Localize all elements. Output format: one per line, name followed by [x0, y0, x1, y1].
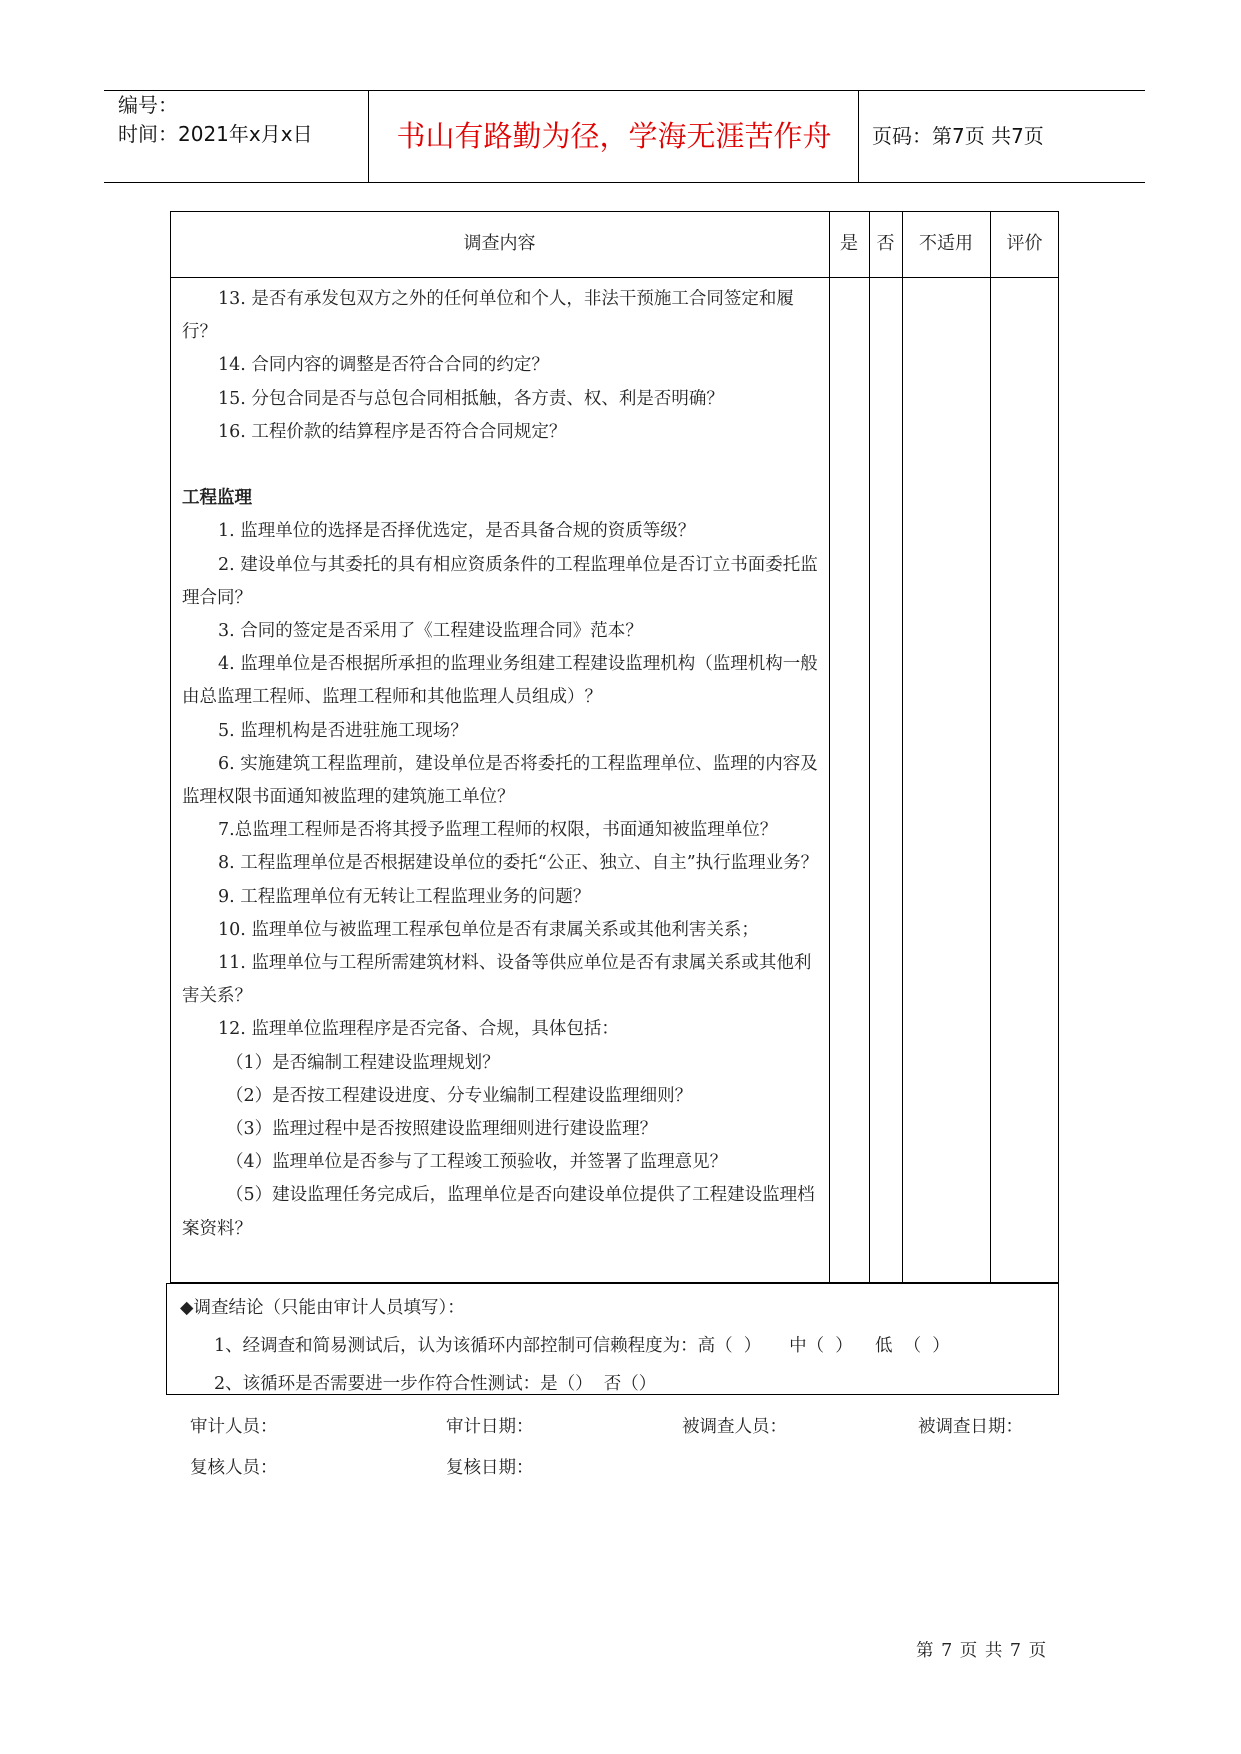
header-divider-left	[368, 90, 369, 182]
supervision-item: 3. 合同的签定是否采用了《工程建设监理合同》范本？	[218, 621, 643, 642]
table-header-rule	[170, 277, 1059, 278]
header-top-rule	[104, 90, 1145, 91]
contract-item: 15. 分包合同是否与总包合同相抵触，各方责、权、利是否明确？	[218, 388, 724, 409]
survey-date-label: 被调查日期：	[918, 1417, 1023, 1437]
sub-item: （4）监理单位是否参与了工程竣工预验收，并签署了监理意见？	[226, 1152, 728, 1173]
supervision-item: 8. 工程监理单位是否根据建设单位的委托“公正、独立、自主”执行监理业务？	[218, 853, 819, 874]
contract-item: 13. 是否有承发包双方之外的任何单位和个人，非法干预施工合同签定和履行？	[182, 289, 794, 343]
reviewer-label: 复核人员：	[190, 1458, 278, 1478]
sub-item: （2）是否按工程建设进度、分专业编制工程建设监理细则？	[226, 1085, 693, 1106]
supervision-item: 7.总监理工程师是否将其授予监理工程师的权限，书面通知被监理单位？	[218, 820, 778, 841]
column-header-evaluation: 评价	[1006, 233, 1043, 254]
column-header-no: 否	[876, 233, 895, 254]
header-bottom-rule	[104, 182, 1145, 183]
header-divider-right	[858, 90, 859, 182]
auditor-label: 审计人员：	[190, 1417, 278, 1437]
supervision-item: 11. 监理单位与工程所需建筑材料、设备等供应单位是否有隶属关系或其他利害关系？	[182, 953, 812, 1007]
supervision-item: 5. 监理机构是否进驻施工现场？	[218, 720, 468, 741]
sub-item: （3）监理过程中是否按照建设监理细则进行建设监理？	[226, 1119, 658, 1140]
supervision-item: 6. 实施建筑工程监理前，建设单位是否将委托的工程监理单位、监理的内容及监理权限书面通知被监理的建筑施工单位？	[182, 753, 818, 808]
contract-item: 16. 工程价款的结算程序是否符合合同规定？	[218, 421, 567, 442]
header-code-label: 编号：	[118, 93, 178, 117]
column-header-yes: 是	[840, 233, 858, 254]
supervision-item: 4. 监理单位是否根据所承担的监理业务组建工程建设监理机构（监理机构一般由总监理工程师、监理工程师和其他监理人员组成）？	[182, 654, 818, 708]
header-time-label: 时间：2021年x月x日	[118, 122, 313, 146]
audit-date-label: 审计日期：	[446, 1417, 534, 1437]
sub-item: （1）是否编制工程建设监理规划？	[226, 1052, 500, 1073]
column-header-not-applicable: 不适用	[919, 233, 973, 254]
column-divider-na	[902, 211, 903, 1283]
conclusion-further-test-line: 2、该循环是否需要进一步作符合性测试：是（） 否（）	[214, 1374, 657, 1394]
supervision-item: 1. 监理单位的选择是否择优选定，是否具备合规的资质等级？	[218, 521, 696, 542]
supervision-item: 10. 监理单位与被监理工程承包单位是否有隶属关系或其他利害关系；	[218, 919, 759, 940]
conclusion-reliability-line: 1、经调查和简易测试后，认为该循环内部控制可信赖程度为：高（ ） 中（ ） 低 （ ）	[214, 1336, 950, 1356]
conclusion-title: ◆调查结论（只能由审计人员填写）：	[180, 1298, 465, 1318]
header-motto: 书山有路勤为径，学海无涯苦作舟	[396, 119, 832, 153]
surveyed-person-label: 被调查人员：	[682, 1417, 787, 1437]
survey-content	[182, 283, 820, 1246]
contract-item: 14. 合同内容的调整是否符合合同的约定？	[218, 355, 549, 376]
sub-item: （5）建设监理任务完成后，监理单位是否向建设单位提供了工程建设监理档案资料？	[182, 1185, 815, 1239]
supervision-item: 12. 监理单位监理程序是否完备、合规，具体包括：	[218, 1019, 619, 1040]
column-divider-no	[869, 211, 870, 1283]
spacer	[182, 449, 820, 482]
review-date-label: 复核日期：	[446, 1458, 534, 1478]
supervision-item: 2. 建设单位与其委托的具有相应资质条件的工程监理单位是否订立书面委托监理合同？	[182, 554, 818, 608]
section-title: 工程监理	[182, 488, 252, 509]
column-divider-eval	[990, 211, 991, 1283]
supervision-item: 9. 工程监理单位有无转让工程监理业务的问题？	[218, 886, 591, 907]
column-header-content: 调查内容	[463, 233, 536, 254]
footer-page-number: 第 7 页 共 7 页	[916, 1641, 1047, 1661]
column-divider-yes	[829, 211, 830, 1283]
header-page-label: 页码：第7页 共7页	[872, 124, 1044, 148]
